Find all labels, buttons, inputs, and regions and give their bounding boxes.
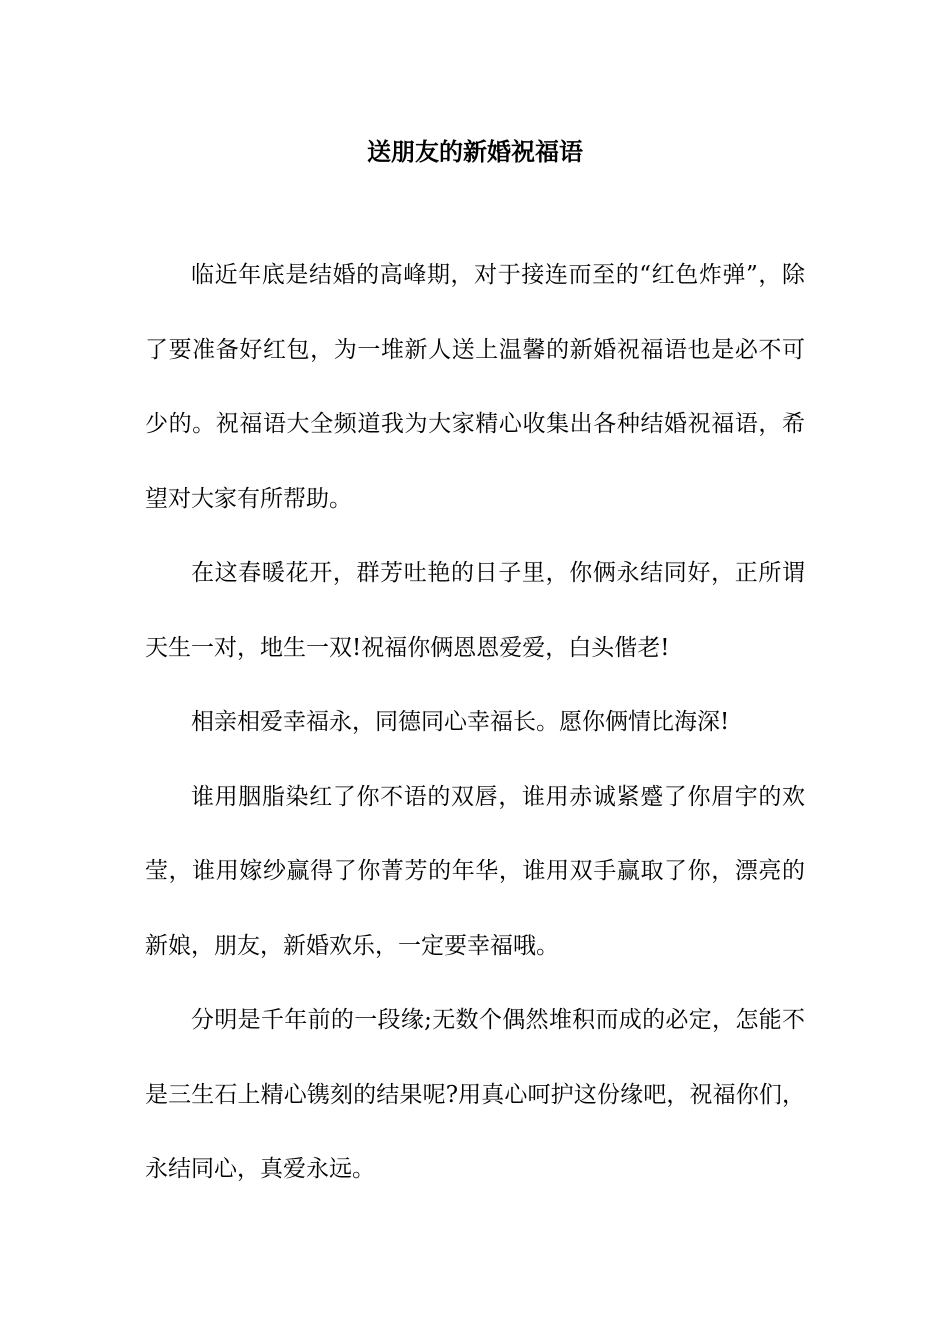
paragraph-blessing-4: 分明是千年前的一段缘;无数个偶然堆积而成的必定，怎能不是三生石上精心镌刻的结果呢?用真心呵护这份缘吧，祝福你们，永结同心，真爱永远。 <box>145 1007 805 1182</box>
document-body <box>145 238 805 1207</box>
paragraph-blessing-2: 相亲相爱幸福永，同德同心幸福长。愿你俩情比海深! <box>191 709 730 735</box>
paragraph-blessing-3: 谁用胭脂染红了你不语的双唇，谁用赤诚紧蹙了你眉宇的欢莹，谁用嫁纱赢得了你菁芳的年华，谁用双手赢取了你，漂亮的新娘，朋友，新婚欢乐，一定要幸福哦。 <box>145 783 805 959</box>
paragraph-blessing-1: 在这春暖花开，群芳吐艳的日子里，你俩永结同好，正所谓天生一对，地生一双!祝福你俩恩恩爱爱，白头偕老! <box>145 560 805 661</box>
document-title: 送朋友的新婚祝福语 <box>367 137 583 166</box>
paragraph-intro: 临近年底是结婚的高峰期，对于接连而至的“红色炸弹”，除了要准备好红包，为一堆新人送上温馨的新婚祝福语也是必不可少的。祝福语大全频道我为大家精心收集出各种结婚祝福语，希望对大家有所帮助。 <box>145 262 805 512</box>
